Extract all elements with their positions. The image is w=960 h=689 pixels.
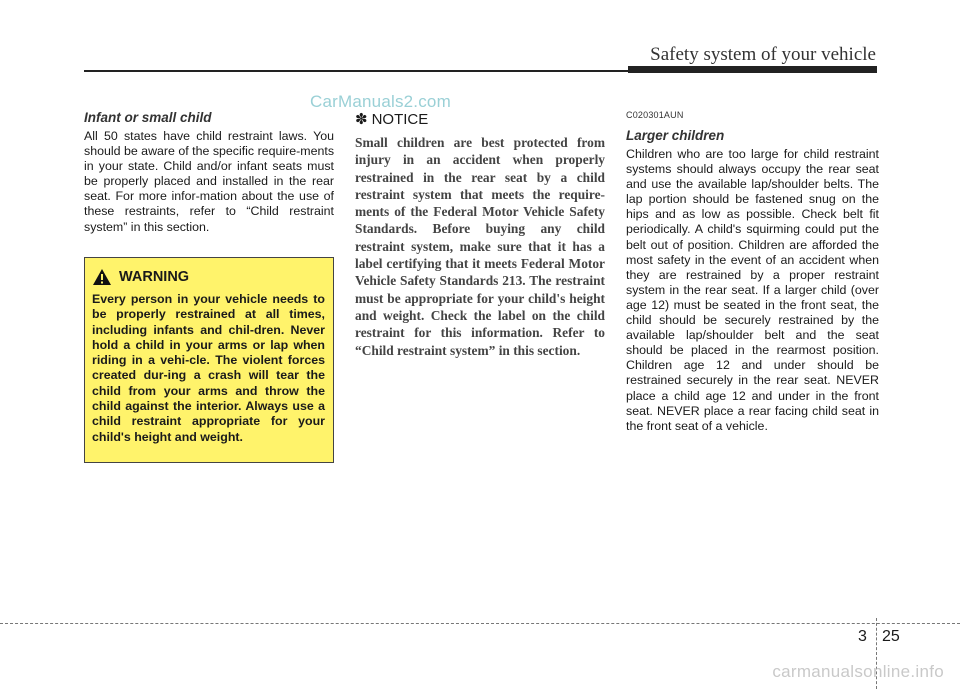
middle-column [355, 110, 605, 359]
notice-text: Small children are best protected from injury in an accident when properly restrained in the rear seat by a child restraint system that meets the require-ments of the Federal Motor Vehicle Safety Standards. Before buying any child restraint system, make sure that it has a label certifying that it meets Federal Motor Vehicle Safety Standards 213. The restraint must be appropriate for your child's height and weight. Check the label on the child restraint for this information. Refer to “Child restraint system” in this section. [355, 135, 605, 358]
right-column [626, 110, 879, 434]
chapter-number: 3 [858, 628, 867, 645]
warning-text: Every person in your vehicle needs to be properly restrained at all times, including infants and chil-dren. Never hold a child in your arms or lap when riding in a vehi-cle. The violent forces created dur-ing a crash will tear the child from your arms and throw the child against the interior. Always use a child restraint appropriate for your child's height and weight. [92, 292, 325, 444]
notice-title: NOTICE [371, 110, 429, 128]
header-title: Safety system of your vehicle [650, 44, 876, 65]
header-rule-accent [628, 66, 877, 73]
notice-header [355, 110, 605, 128]
larger-children-subheading: Larger children [626, 128, 725, 143]
notice-asterisk-icon: ✽ [355, 111, 368, 128]
watermark-top: CarManuals2.com [310, 92, 451, 111]
warning-header [92, 268, 325, 286]
warning-title: WARNING [119, 269, 190, 285]
section-code: C020301AUN [626, 110, 684, 120]
page-number: 25 [882, 628, 900, 645]
larger-children-body-text: Children who are too large for child restraint systems should always occupy the rear seat and use the available lap/shoulder belts. The lap portion should be fastened snug on the hips and as low as possible. Check belt fit periodically. A child's squirming could put the belt out of position. Children are afforded the most safety in the event of an accident when they are restrained by a proper restraint system in the rear seat. If a larger child (over age 12) must be seated in the front seat, the child should be securely restrained by the available lap/shoulder belt and the seat should be placed in the rearmost position. Children age 12 and under should be restrained securely in the rear seat. NEVER place a child age 12 and under in the front seat. NEVER place a rear facing child seat in the front seat of a vehicle. [626, 147, 879, 433]
left-column [84, 110, 334, 235]
warning-triangle-icon [92, 268, 112, 286]
infant-body-text: All 50 states have child restraint laws. You should be aware of the specific require-ments in your state. Child and/or infant seats must be properly placed and installed in the rear seat. For more infor-mation about the use of these restraints, refer to “Child restraint system” in this section. [84, 129, 335, 234]
warning-box [84, 257, 334, 463]
watermark-bottom: carmanualsonline.info [772, 662, 944, 681]
infant-subheading: Infant or small child [84, 110, 212, 125]
footer-divider [0, 623, 960, 624]
